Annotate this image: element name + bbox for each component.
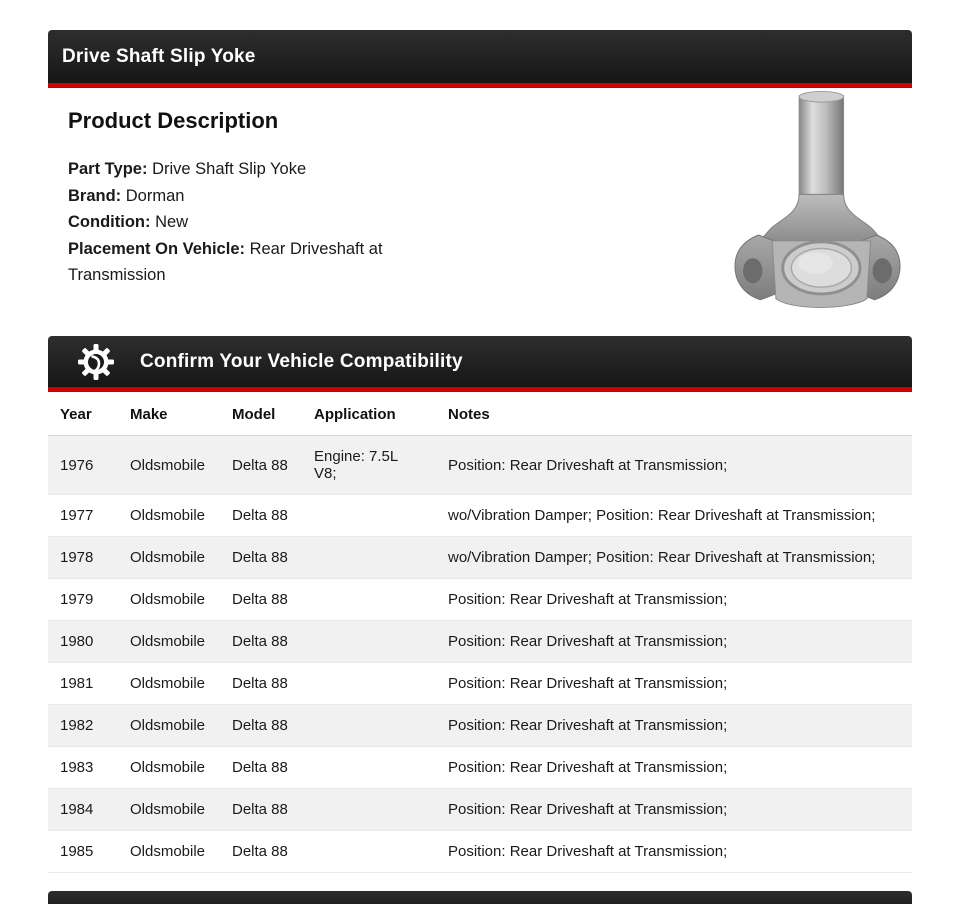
compatibility-section: [48, 336, 912, 873]
table-cell: Position: Rear Driveshaft at Transmission;: [436, 621, 912, 663]
table-row: [48, 747, 912, 789]
table-cell: [302, 663, 436, 705]
slip-yoke-product-photo: [725, 90, 910, 322]
column-notes: Notes: [436, 392, 912, 436]
table-cell: 1976: [48, 436, 118, 495]
table-cell: Oldsmobile: [118, 663, 220, 705]
table-cell: [302, 831, 436, 873]
table-body: [48, 436, 912, 873]
field-value: Rear Driveshaft at Transmission: [68, 239, 383, 284]
table-header-row: [48, 392, 912, 436]
table-cell: Delta 88: [220, 789, 302, 831]
table-cell: 1982: [48, 705, 118, 747]
field-condition: [68, 209, 458, 236]
table-cell: wo/Vibration Damper; Position: Rear Driveshaft at Transmission;: [436, 495, 912, 537]
table-cell: Position: Rear Driveshaft at Transmission;: [436, 705, 912, 747]
table-row: [48, 537, 912, 579]
field-label: Part Type:: [68, 160, 148, 178]
field-placement: [68, 236, 458, 289]
table-cell: Delta 88: [220, 831, 302, 873]
table-cell: Delta 88: [220, 621, 302, 663]
table-cell: Oldsmobile: [118, 621, 220, 663]
column-model: Model: [220, 392, 302, 436]
table-cell: [302, 621, 436, 663]
product-header-bar: [48, 30, 912, 88]
table-cell: [302, 495, 436, 537]
table-cell: Position: Rear Driveshaft at Transmission;: [436, 579, 912, 621]
field-value: Drive Shaft Slip Yoke: [152, 160, 307, 178]
table-cell: Engine: 7.5L V8;: [302, 436, 436, 495]
field-label: Brand:: [68, 186, 122, 205]
table-row: [48, 663, 912, 705]
table-cell: Delta 88: [220, 663, 302, 705]
table-cell: [302, 789, 436, 831]
table-cell: [302, 579, 436, 621]
table-cell: 1984: [48, 789, 118, 831]
field-label: Placement On Vehicle:: [68, 239, 245, 258]
table-cell: Oldsmobile: [118, 537, 220, 579]
table-cell: [302, 537, 436, 579]
table-cell: 1981: [48, 663, 118, 705]
table-cell: Oldsmobile: [118, 705, 220, 747]
table-row: [48, 705, 912, 747]
table-cell: Position: Rear Driveshaft at Transmission;: [436, 831, 912, 873]
table-cell: 1979: [48, 579, 118, 621]
table-cell: 1978: [48, 537, 118, 579]
table-cell: 1983: [48, 747, 118, 789]
gear-icon: [76, 342, 116, 382]
table-cell: Oldsmobile: [118, 747, 220, 789]
section-title: Product Description: [68, 108, 279, 133]
column-make: Make: [118, 392, 220, 436]
table-cell: [302, 747, 436, 789]
table-row: [48, 579, 912, 621]
table-cell: Position: Rear Driveshaft at Transmission;: [436, 436, 912, 495]
product-description-body: [48, 88, 912, 336]
table-cell: Oldsmobile: [118, 579, 220, 621]
table-cell: Position: Rear Driveshaft at Transmission;: [436, 663, 912, 705]
table-cell: Delta 88: [220, 495, 302, 537]
table-cell: Delta 88: [220, 436, 302, 495]
table-cell: Position: Rear Driveshaft at Transmission;: [436, 747, 912, 789]
field-label: Condition:: [68, 213, 151, 231]
table-cell: Delta 88: [220, 705, 302, 747]
field-part-type: [68, 156, 458, 183]
table-row: [48, 831, 912, 873]
table-cell: 1980: [48, 621, 118, 663]
table-cell: Delta 88: [220, 579, 302, 621]
table-cell: Oldsmobile: [118, 789, 220, 831]
table-cell: Oldsmobile: [118, 831, 220, 873]
table-header: [48, 392, 912, 436]
table-row: [48, 621, 912, 663]
table-cell: Delta 88: [220, 537, 302, 579]
table-cell: Oldsmobile: [118, 495, 220, 537]
field-value: New: [155, 213, 189, 231]
product-title: Drive Shaft Slip Yoke: [62, 45, 256, 67]
compatibility-title: Confirm Your Vehicle Compatibility: [140, 350, 463, 372]
slip-yoke-illustration: [725, 90, 910, 322]
footer-bar-partial: [48, 891, 912, 904]
field-value: Dorman: [125, 186, 185, 205]
compatibility-header-bar: [48, 336, 912, 392]
table-cell: Oldsmobile: [118, 436, 220, 495]
table-row: [48, 436, 912, 495]
product-section: [48, 30, 912, 336]
column-year: Year: [48, 392, 118, 436]
table-cell: wo/Vibration Damper; Position: Rear Driveshaft at Transmission;: [436, 537, 912, 579]
table-cell: Position: Rear Driveshaft at Transmission;: [436, 789, 912, 831]
table-row: [48, 495, 912, 537]
table-row: [48, 789, 912, 831]
table-cell: 1985: [48, 831, 118, 873]
compatibility-table: [48, 392, 912, 873]
table-cell: 1977: [48, 495, 118, 537]
column-application: Application: [302, 392, 436, 436]
field-brand: [68, 183, 458, 210]
table-cell: [302, 705, 436, 747]
table-cell: Delta 88: [220, 747, 302, 789]
